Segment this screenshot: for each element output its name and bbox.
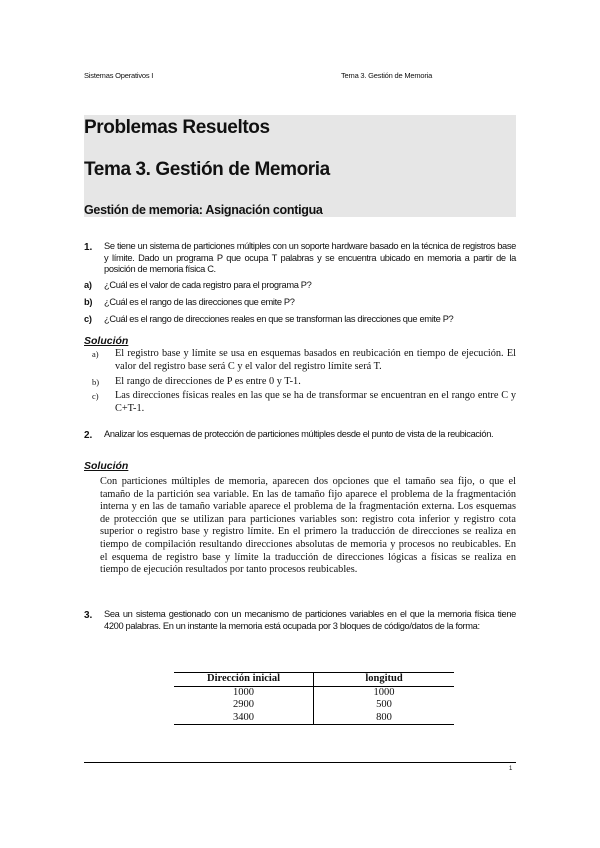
option-label: b) <box>84 297 93 307</box>
table-cell: 2900 <box>174 699 314 712</box>
question-1-text: Se tiene un sistema de particiones múltiples con un soporte hardware basado en la técnica de registros base y límite. Dado un programa P que ocupa T palabras y se encuentra ubicado en memoria a partir de la posición de memoria física C. <box>104 241 516 274</box>
document-title: Problemas Resueltos <box>84 117 270 138</box>
item-label: a) <box>92 349 99 359</box>
question-2-text: Analizar los esquemas de protección de particiones múltiples desde el punto de vista de la reubicación. <box>104 429 494 439</box>
solution-2-paragraph: Con particiones múltiples de memoria, aparecen dos opciones que el tamaño sea fijo, o que el tamaño de la partición sea variable. En las de tamaño fijo aparece el problema de la fragmentación interna y en las de tamaño variable aparece el problema de la fragmentación externa. Los esquemas de protección que se utilizan para particiones variables son: registro cota inferior y registro cota superior o registro base y registro límite. En el primero la traducción de direcciones se realiza en tiempo de compilación resultando direcciones absolutas de memoria y procesos no reubicables. En el esquema de registro base y límite la traducción de direcciones lógicas a físicas se realiza en tiempo de ejecución resultados por tanto procesos reubicables. <box>100 476 516 576</box>
option-text: ¿Cuál es el valor de cada registro para el programa P? <box>104 280 312 290</box>
table-row <box>174 686 454 699</box>
question-1-option-b <box>84 297 516 309</box>
option-label: c) <box>84 314 92 324</box>
question-3-text: Sea un sistema gestionado con un mecanismo de particiones variables en el que la memoria física tiene 4200 palabras. En un instante la memoria está ocupada por 3 bloques de código/datos de la forma: <box>104 609 516 631</box>
footer-rule <box>84 762 516 763</box>
question-3-number: 3. <box>84 610 93 621</box>
table-cell: 500 <box>376 699 392 711</box>
running-header-chapter: Tema 3. Gestión de Memoria <box>341 71 433 80</box>
table-row <box>174 699 454 712</box>
table-cell: 3400 <box>174 712 314 725</box>
option-text: ¿Cuál es el rango de direcciones reales en que se transforman las direcciones que emite P? <box>104 314 454 324</box>
running-header-course: Sistemas Operativos I <box>84 71 154 80</box>
table-header-row <box>174 673 454 687</box>
table-cell: 1000 <box>373 686 395 698</box>
option-text: ¿Cuál es el rango de las direcciones que emite P? <box>104 297 295 307</box>
solution-1-label: Solución <box>84 335 129 347</box>
table-header-cell: longitud <box>314 673 455 687</box>
question-1-option-a <box>84 280 516 292</box>
solution-1-item-b <box>92 376 516 389</box>
question-1-option-c <box>84 314 516 326</box>
item-label: c) <box>92 391 99 401</box>
memory-blocks-table <box>174 672 454 725</box>
table-cell: 1000 <box>174 686 314 699</box>
solution-2-label: Solución <box>84 460 129 472</box>
table-cell: 800 <box>314 712 455 725</box>
chapter-title: Tema 3. Gestión de Memoria <box>84 159 330 180</box>
option-label: a) <box>84 280 92 290</box>
solution-1-item-a <box>92 348 516 373</box>
question-1-number: 1. <box>84 242 93 253</box>
table-header-cell: Dirección inicial <box>174 673 314 687</box>
item-text: Las direcciones físicas reales en las que se ha de transformar se encuentran en el rango entre C y C+T-1. <box>115 390 516 414</box>
question-2-number: 2. <box>84 430 93 441</box>
table-row <box>174 712 454 725</box>
item-text: El registro base y límite se usa en esquemas basados en reubicación en tiempo de ejecución. El valor del registro base será C y el valor del registro límite será T. <box>115 348 516 372</box>
section-heading: Gestión de memoria: Asignación contigua <box>84 203 323 217</box>
item-text: El rango de direcciones de P es entre 0 y T-1. <box>115 376 301 387</box>
solution-1-item-c <box>92 390 516 415</box>
page-number: 1 <box>509 766 513 772</box>
item-label: b) <box>92 377 100 387</box>
